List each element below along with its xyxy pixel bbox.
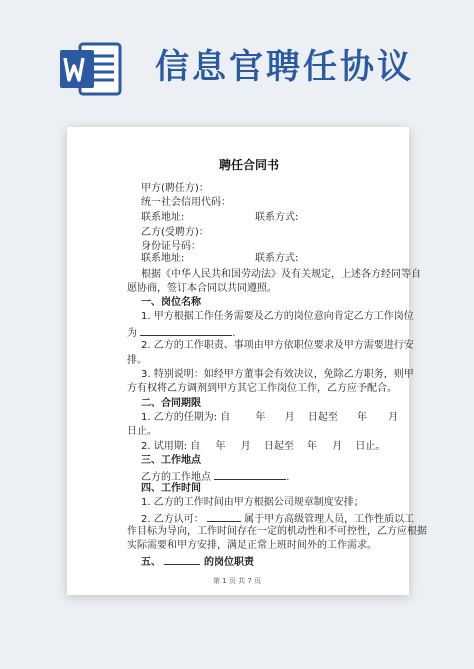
section-4-p1: 1. 乙方的工作时间由甲方根据公司规章制度安排； bbox=[141, 497, 364, 508]
work-location-blank bbox=[214, 468, 286, 480]
party-b-address-label: 联系地址: bbox=[141, 253, 185, 264]
section-1-p1-line-1: 1. 甲方根据工作任务需要及乙方的岗位意向肯定乙方工作岗位 bbox=[141, 311, 414, 322]
term-day-to: 日起至 bbox=[307, 412, 338, 423]
party-a-address-label: 联系地址: bbox=[141, 212, 185, 223]
section-5-title bbox=[141, 553, 254, 570]
section-5-rest: 的岗位职责 bbox=[203, 557, 254, 568]
party-b-contact-label: 联系方式: bbox=[255, 253, 299, 264]
probation-day-to: 日起至 bbox=[263, 441, 294, 452]
acknowledge-blank bbox=[207, 510, 241, 522]
section-1-p2-line-1: 2. 乙方的工作职责、事项由甲方依职位要求及甲方需要进行安 bbox=[141, 340, 414, 351]
probation-year: 年 bbox=[215, 441, 226, 452]
page-footer: 第 1 页 共 7 页 bbox=[213, 577, 262, 585]
acknowledge-rest: 属于甲方高级管理人员，工作性质以工 bbox=[244, 514, 415, 525]
section-4-p2-line-2: 作目标为导向，工作时间存在一定的机动性和不可控性，乙方应根据 bbox=[127, 526, 427, 537]
probation-year-end: 年 bbox=[307, 441, 318, 452]
section-4-p2-line-3: 实际需要和甲方安排，满足正常上班时间外的工作需求。 bbox=[127, 540, 377, 551]
section-1-p2-line-2: 排。 bbox=[127, 355, 147, 366]
probation-label: 2. 试用期: 自 bbox=[141, 441, 201, 452]
credit-code-label: 统一社会信用代码： bbox=[141, 197, 231, 208]
probation-line bbox=[141, 440, 385, 454]
section-1-title: 一、岗位名称 bbox=[141, 297, 201, 308]
intro-line-1: 根据《中华人民共和国劳动法》及有关规定，上述各方经同等自 bbox=[141, 269, 421, 280]
position-prefix: 为 bbox=[127, 328, 137, 339]
term-label: 1. 乙方的任期为: 自 bbox=[141, 412, 231, 423]
document-title: 信息官聘任协议 bbox=[155, 47, 414, 87]
position-blank bbox=[140, 324, 232, 336]
word-logo-icon bbox=[58, 40, 124, 98]
section-5-blank bbox=[164, 553, 200, 565]
position-period: . bbox=[232, 328, 236, 339]
work-location-period: . bbox=[286, 472, 290, 483]
probation-month-end: 月 bbox=[332, 441, 343, 452]
contract-heading: 聘任合同书 bbox=[219, 158, 280, 172]
section-2-title: 二、合同期限 bbox=[141, 398, 201, 409]
section-1-p3-line-1: 3. 特别说明：如经甲方董事会有效决议，免除乙方职务，则甲 bbox=[141, 369, 414, 380]
party-a-label: 甲方(聘任方)： bbox=[141, 183, 209, 194]
section-3-title: 三、工作地点 bbox=[141, 455, 201, 466]
term-month: 月 bbox=[284, 412, 295, 423]
party-b-label: 乙方(受聘方)： bbox=[141, 227, 209, 238]
term-period-line bbox=[141, 411, 398, 425]
party-a-contact-label: 联系方式: bbox=[255, 212, 299, 223]
section-4-title: 四、工作时间 bbox=[141, 483, 201, 494]
probation-end: 日止。 bbox=[355, 441, 386, 452]
contract-page bbox=[67, 127, 427, 595]
intro-line-2: 愿协商，签订本合同以共同遵照。 bbox=[127, 283, 277, 294]
work-location-label: 乙方的工作地点 bbox=[141, 472, 211, 483]
term-month-end: 月 bbox=[388, 412, 399, 423]
section-1-p3-line-2: 方有权将乙方调剂到甲方其它工作岗位工作，乙方应予配合。 bbox=[127, 383, 397, 394]
acknowledge-label: 2. 乙方认可： bbox=[141, 514, 204, 525]
section-5-number: 五、 bbox=[141, 557, 161, 568]
term-end-line: 日止。 bbox=[127, 426, 157, 437]
probation-month: 月 bbox=[240, 441, 251, 452]
term-year-end: 年 bbox=[357, 412, 368, 423]
term-year: 年 bbox=[255, 412, 266, 423]
id-number-label: 身份证号码： bbox=[141, 241, 201, 252]
